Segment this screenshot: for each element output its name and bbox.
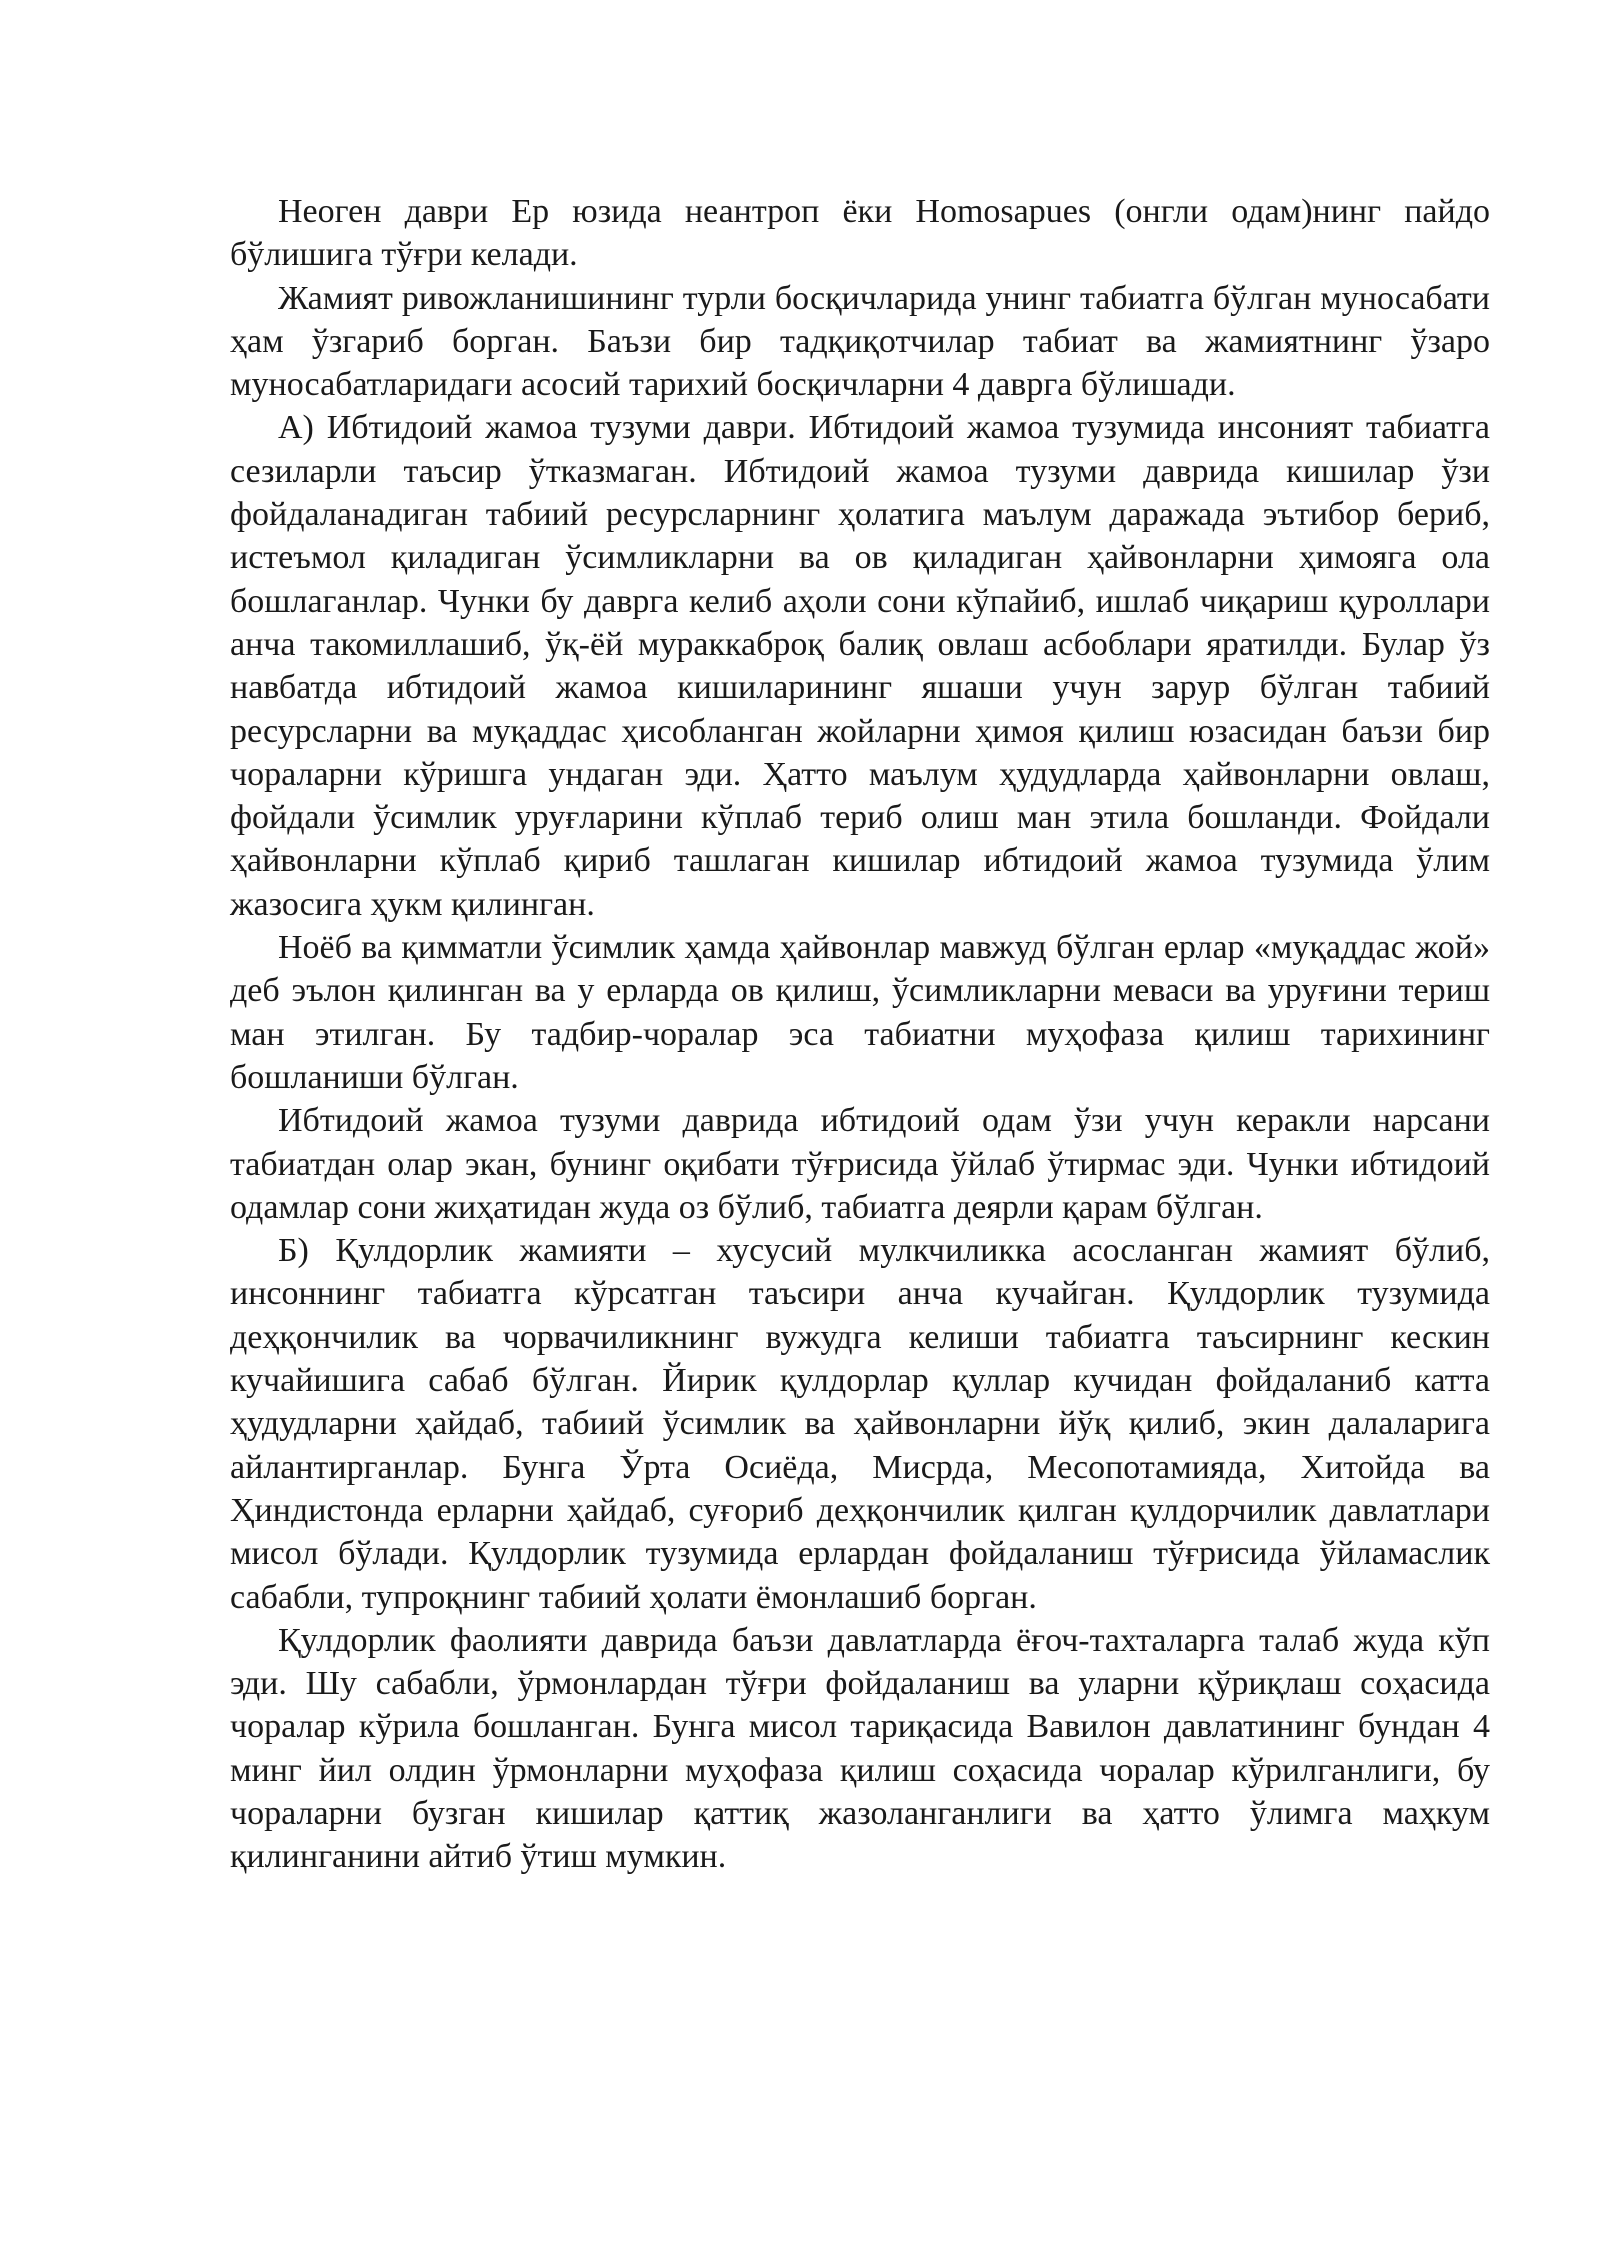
paragraph-primitive-society: А) Ибтидоий жамоа тузуми даври. Ибтидоий жамоа тузумида инсоният табиатга сезиларли таъсир ўтказмаган. Ибтидоий жамоа тузуми даврида кишилар ўзи фойдаланадиган табиий ресурсларнинг ҳолатига маълум даражада эътибор бериб, истеъмол қиладиган ўсимликларни ва ов қиладиган ҳайвонларни ҳимояга ола бошлаганлар. Чунки бу даврга келиб аҳоли сони кўпайиб, ишлаб чиқариш қуроллари анча такомиллашиб, ўқ-ёй мураккаброқ балиқ овлаш асбоблари яратилди. Булар ўз навбатда ибтидоий жамоа кишиларининг яшаши учун зарур бўлган табиий ресурсларни ва муқаддас ҳисобланган жойларни ҳимоя қилиш юзасидан баъзи бир чораларни кўришга ундаган эди. Ҳатто маълум ҳудудларда ҳайвонларни овлаш, фойдали ўсимлик уруғларини кўплаб териб олиш ман этила бошланди. Фойдали ҳайвонларни кўплаб қириб ташлаган кишилар ибтидоий жамоа тузумида ўлим жазосига ҳукм қилинган. (230, 409, 1490, 923)
paragraph-neogen: Неоген даври Ер юзида неантроп ёки Homosapues (онгли одам)нинг пайдо бўлишига тўғри келади. (230, 193, 1490, 274)
paragraph-primitive-people: Ибтидоий жамоа тузуми даврида ибтидоий одам ўзи учун керакли нарсани табиатдан олар экан, бунинг оқибати тўғрисида ўйлаб ўтирмас эди. Чунки ибтидоий одамлар сони жиҳатидан жуда оз бўлиб, табиатга деярли қарам бўлган. (230, 1102, 1490, 1226)
paragraph-sacred-places: Ноёб ва қимматли ўсимлик ҳамда ҳайвонлар мавжуд бўлган ерлар «муқаддас жой» деб эълон қилинган ва у ерларда ов қилиш, ўсимликларни меваси ва уруғини териш ман этилган. Бу тадбир-чоралар эса табиатни муҳофаза қилиш тарихининг бошланиши бўлган. (230, 929, 1490, 1096)
document-body (230, 190, 1490, 1879)
paragraph-forest-protection: Қулдорлик фаолияти даврида баъзи давлатларда ёғоч-тахталарга талаб жуда кўп эди. Шу сабабли, ўрмонлардан тўғри фойдаланиш ва уларни қўриқлаш соҳасида чоралар кўрила бошланган. Бунга мисол тариқасида Вавилон давлатининг бундан 4 минг йил олдин ўрмонларни муҳофаза қилиш соҳасида чоралар кўрилганлиги, бу чораларни бузган кишилар қаттиқ жазоланганлиги ва ҳатто ўлимга маҳкум қилинганини айтиб ўтиш мумкин. (230, 1621, 1490, 1876)
paragraph-slave-society: Б) Қулдорлик жамияти – хусусий мулкчиликка асосланган жамият бўлиб, инсоннинг табиатга кўрсатган таъсири анча кучайган. Қулдорлик тузумида деҳқончилик ва чорвачиликнинг вужудга келиши табиатга таъсирнинг кескин кучайишига сабаб бўлган. Йирик қулдорлар қуллар кучидан фойдаланиб катта ҳудудларни ҳайдаб, табиий ўсимлик ва ҳайвонларни йўқ қилиб, экин далаларига айлантирганлар. Бунга Ўрта Осиёда, Мисрда, Месопотамияда, Хитойда ва Ҳиндистонда ерларни ҳайдаб, суғориб деҳқончилик қилган қулдорчилик давлатлари мисол бўлади. Қулдорлик тузумида ерлардан фойдаланиш тўғрисида ўйламаслик сабабли, тупроқнинг табиий ҳолати ёмонлашиб борган. (230, 1232, 1490, 1616)
paragraph-society-stages: Жамият ривожланишининг турли босқичларида унинг табиатга бўлган муносабати ҳам ўзгариб борган. Баъзи бир тадқиқотчилар табиат ва жамиятнинг ўзаро муносабатларидаги асосий тарихий босқичларни 4 даврга бўлишади. (230, 279, 1490, 404)
